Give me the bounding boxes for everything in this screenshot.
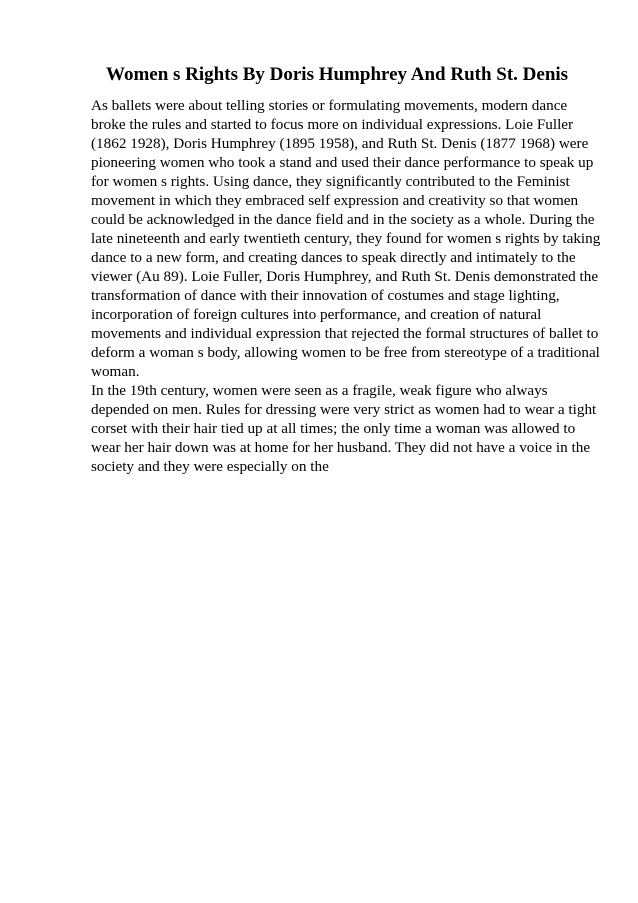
body-line: movement in which they embraced self expression and creativity so that women <box>91 192 579 209</box>
body-line: deform a woman s body, allowing women to be free from stereotype of a traditional <box>91 344 600 361</box>
body-line: wear her hair down was at home for her husband. They did not have a voice in the <box>91 439 591 456</box>
body-line: corset with their hair tied up at all times; the only time a woman was allowed to <box>91 420 576 437</box>
body-line: As ballets were about telling stories or formulating movements, modern dance <box>91 97 568 114</box>
body-line: depended on men. Rules for dressing were very strict as women had to wear a tight <box>91 401 597 418</box>
body-line: incorporation of foreign cultures into performance, and creation of natural <box>91 306 542 323</box>
document-title: Women s Rights By Doris Humphrey And Ruth St. Denis <box>106 64 569 85</box>
body-line: society and they were especially on the <box>91 458 329 475</box>
body-line: transformation of dance with their innovation of costumes and stage lighting, <box>91 287 560 304</box>
body-line: broke the rules and started to focus more on individual expressions. Loie Fuller <box>91 116 574 133</box>
body-line: viewer (Au 89). Loie Fuller, Doris Humphrey, and Ruth St. Denis demonstrated the <box>91 268 599 285</box>
body-line: woman. <box>91 363 140 380</box>
body-line: pioneering women who took a stand and used their dance performance to speak up <box>91 154 594 171</box>
body-line: (1862 1928), Doris Humphrey (1895 1958), and Ruth St. Denis (1877 1968) were <box>91 135 589 152</box>
body-line: could be acknowledged in the dance field and in the society as a whole. During the <box>91 211 595 228</box>
body-line: for women s rights. Using dance, they significantly contributed to the Feminist <box>91 173 570 190</box>
body-line: late nineteenth and early twentieth century, they found for women s rights by taking <box>91 230 601 247</box>
body-line: In the 19th century, women were seen as a fragile, weak figure who always <box>91 382 548 399</box>
body-line: dance to a new form, and creating dances to speak directly and intimately to the <box>91 249 576 266</box>
body-line: movements and individual expression that rejected the formal structures of ballet to <box>91 325 599 342</box>
